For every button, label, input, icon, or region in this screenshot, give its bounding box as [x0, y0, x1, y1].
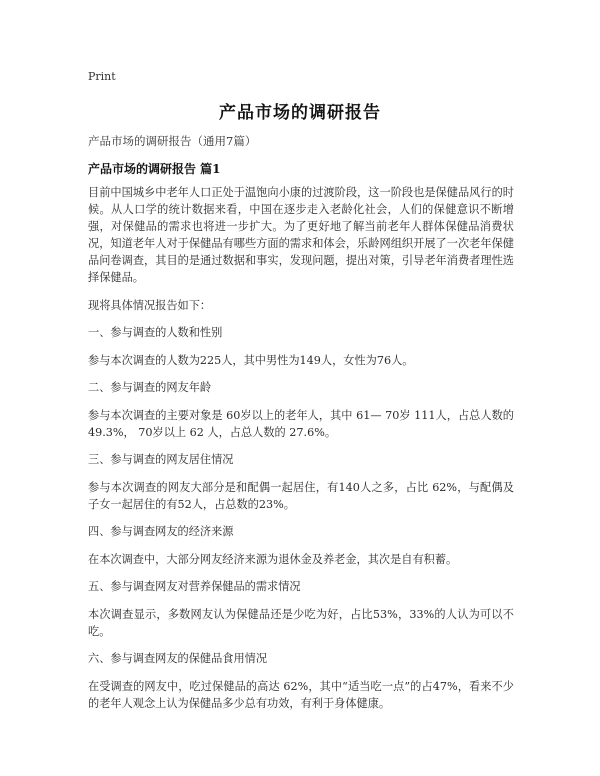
print-link[interactable]: Print	[88, 70, 116, 83]
section-title: 产品市场的调研报告 篇1	[88, 162, 221, 176]
paragraph-age: 参与本次调查的主要对象是 60岁以上的老年人，其中 61— 70岁 111人，占总人数的 49.3%， 70岁以上 62 人，占总人数的 27.6%。	[88, 408, 514, 439]
heading-demand: 五、参与调查网友对营养保健品的需求情况	[88, 580, 301, 593]
heading-income: 四、参与调查网友的经济来源	[88, 525, 234, 538]
document-subtitle: 产品市场的调研报告（通用7篇）	[88, 134, 257, 148]
heading-consumption: 六、参与调查网友的保健品食用情况	[88, 652, 268, 665]
paragraph-participants: 参与本次调查的人数为225人，其中男性为149人，女性为76人。	[88, 353, 414, 367]
heading-participants: 一、参与调查的人数和性别	[88, 326, 223, 339]
paragraph-demand: 本次调查显示，多数网友认为保健品还是少吃为好，占比53%，33%的人认为可以不吃。	[88, 607, 514, 638]
heading-age: 二、参与调查的网友年龄	[88, 381, 212, 394]
page-title: 产品市场的调研报告	[219, 103, 381, 123]
lead-in-paragraph: 现将具体情况报告如下：	[88, 298, 212, 312]
report-body	[88, 184, 514, 722]
intro-paragraph: 目前中国城乡中老年人口正处于温饱向小康的过渡阶段，这一阶段也是保健品风行的时候。从人口学的统计数据来看，中国在逐步走入老龄化社会，人们的保健意识不断增强，对保健品的需求也将进一步扩大。为了更好地了解当前老年人群体保健品消费状况，知道老年人对于保健品有哪些方面的需求和体会，乐龄网组织开展了一次老年保健品问卷调查，其目的是通过数据和事实，发现问题，提出对策，引导老年消费者理性选择保健品。	[88, 186, 514, 284]
paragraph-residence: 参与本次调查的网友大部分是和配偶一起居住，有140人之多，占比 62%，与配偶及子女一起居住的有52人，占总数的23%。	[88, 480, 514, 511]
paragraph-income: 在本次调查中，大部分网友经济来源为退休金及养老金，其次是自有积蓄。	[88, 552, 458, 566]
heading-residence: 三、参与调查的网友居住情况	[88, 453, 234, 466]
paragraph-consumption: 在受调查的网友中，吃过保健品的高达 62%，其中“适当吃一点”的占47%，看来不少的老年人观念上认为保健品多少总有功效，有利于身体健康。	[88, 679, 514, 710]
